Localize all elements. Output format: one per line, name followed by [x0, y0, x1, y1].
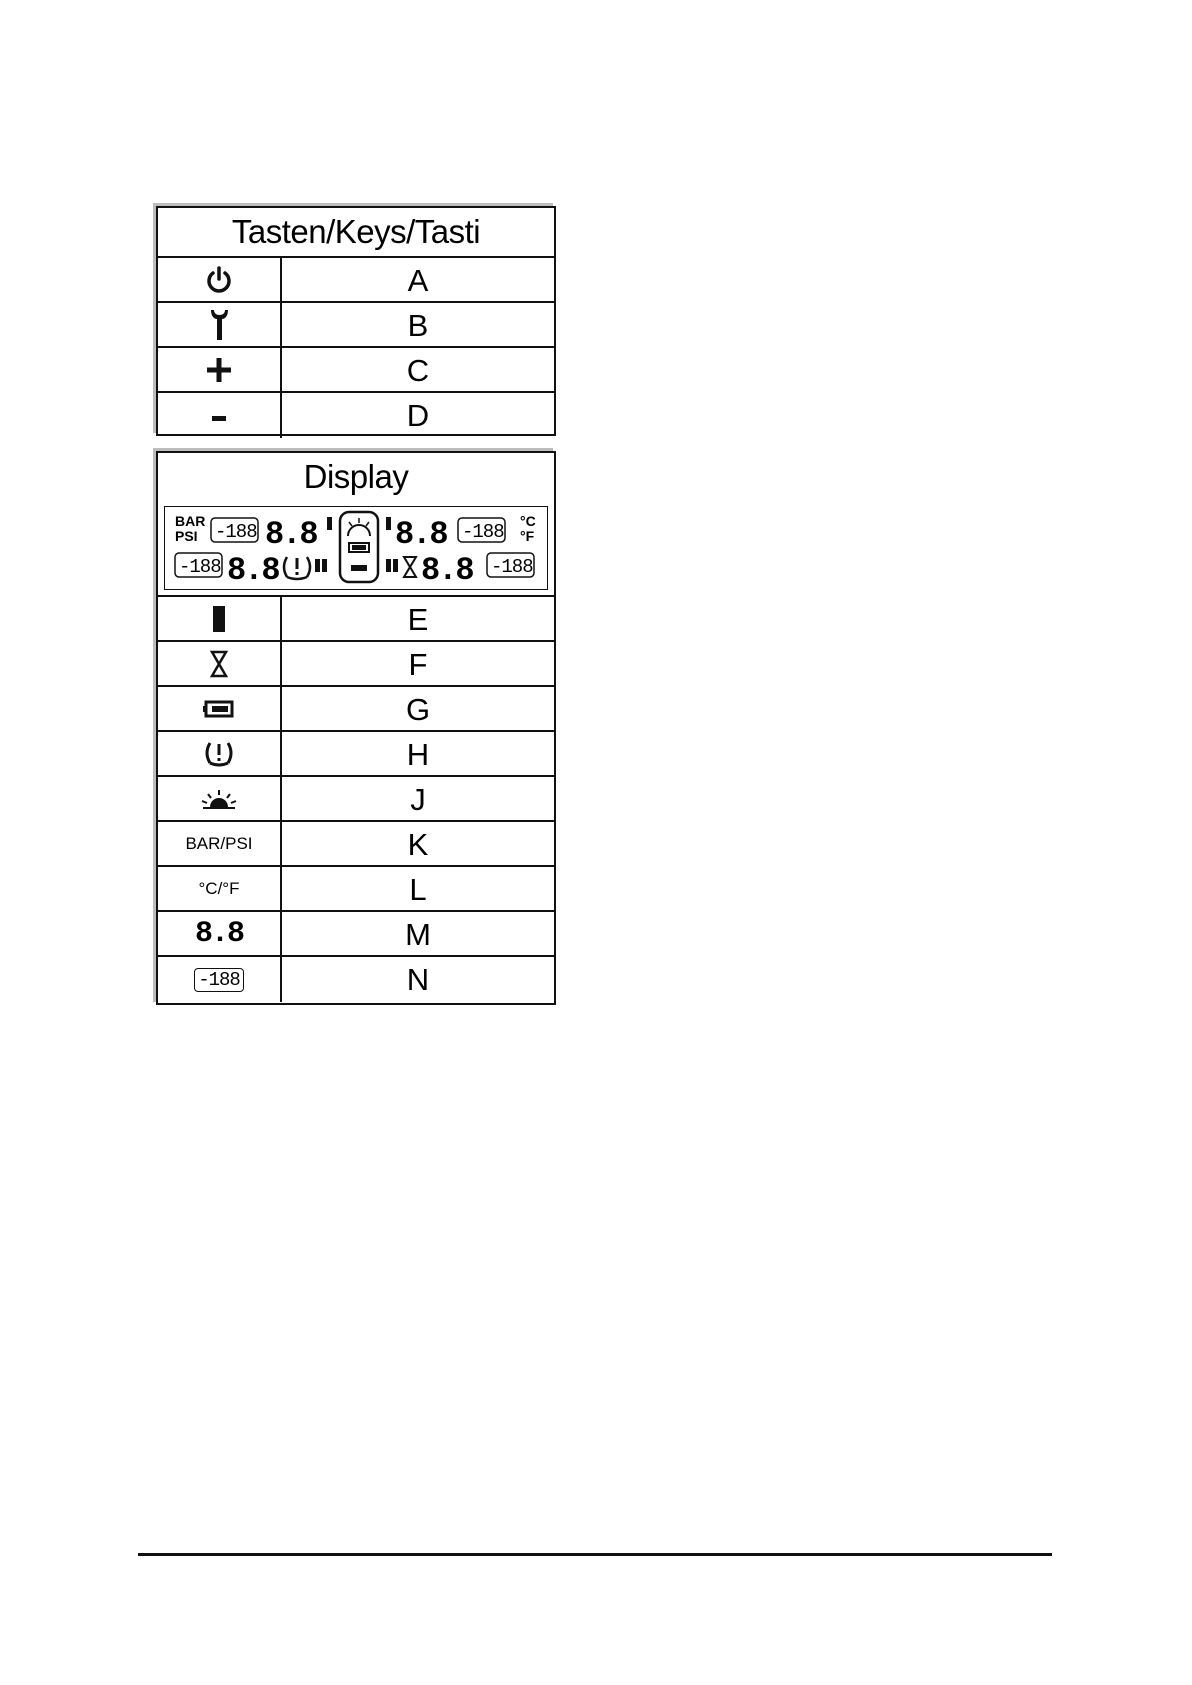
row-letter: E [407, 602, 429, 637]
row-letter: M [405, 917, 431, 952]
temperature-unit-symbol: °C/°F [198, 878, 240, 898]
bar-segment-icon [386, 559, 391, 572]
bar-segment-icon [211, 604, 227, 634]
power-icon [204, 265, 234, 295]
wrench-icon [208, 308, 230, 342]
row-letter: F [408, 647, 428, 682]
lcd-layout [165, 507, 550, 588]
row-letter: L [409, 872, 427, 907]
row-letter: H [406, 737, 430, 772]
temperature-box-icon [175, 553, 222, 578]
display-table-title: Display [303, 458, 409, 495]
temp-value: -188 [462, 521, 504, 543]
row-letter: K [407, 827, 429, 862]
table-row [158, 777, 554, 822]
bar-segment-icon [327, 517, 332, 530]
table-row [158, 867, 554, 912]
segment-digits: 8.8 [421, 552, 473, 588]
table-row [158, 348, 554, 393]
row-letter: A [407, 263, 429, 298]
keys-table [156, 206, 556, 436]
table-row [158, 258, 554, 303]
segment-digits: 8.8 [265, 516, 317, 553]
temp-unit-f: °F [520, 528, 535, 544]
row-letter: D [406, 398, 430, 433]
table-row [158, 687, 554, 732]
bar-segment-icon [315, 559, 320, 572]
row-letter: N [406, 962, 430, 997]
temp-unit-c: °C [520, 513, 536, 529]
row-letter: C [406, 353, 430, 388]
row-letter: B [407, 308, 429, 343]
pressure-unit-symbol: BAR/PSI [185, 833, 253, 853]
temperature-box-icon [211, 518, 258, 543]
tire-pressure-warning-icon [203, 740, 235, 768]
temp-value: -188 [179, 556, 221, 578]
table-row [158, 732, 554, 777]
segment-digits: 8.8 [227, 552, 279, 588]
temperature-box-icon: -188 [194, 968, 244, 992]
row-letter: G [405, 692, 431, 727]
bar-segment-icon [386, 517, 391, 530]
segment-digits-icon: 8.8 [194, 916, 243, 951]
row-letter: J [410, 782, 426, 817]
table-row [158, 642, 554, 687]
bar-segment-icon [393, 559, 398, 572]
keys-table-title: Tasten/Keys/Tasti [158, 208, 554, 258]
temperature-box-icon [458, 518, 505, 543]
minus-icon [209, 402, 229, 430]
tire-pressure-warning-icon [284, 557, 310, 579]
pressure-unit-bar: BAR [175, 513, 206, 529]
segment-digits: 8.8 [395, 516, 447, 553]
pressure-unit-psi: PSI [175, 528, 198, 544]
table-row [158, 303, 554, 348]
battery-icon [203, 700, 235, 718]
table-row [158, 597, 554, 642]
table-row [158, 912, 554, 957]
lcd-screen [164, 506, 548, 590]
footer-rule [138, 1553, 1052, 1556]
plus-icon [205, 356, 233, 384]
temp-value: -188 [491, 556, 533, 578]
table-row [158, 822, 554, 867]
hourglass-icon [210, 650, 228, 678]
table-row [158, 957, 554, 1002]
temp-value: -188 [215, 521, 257, 543]
temperature-box-icon [487, 553, 534, 578]
hourglass-icon [404, 557, 416, 577]
table-row [158, 393, 554, 438]
sunrise-icon [199, 788, 239, 810]
bar-segment-icon [322, 559, 327, 572]
display-table [156, 451, 556, 1005]
car-icon [340, 512, 378, 582]
